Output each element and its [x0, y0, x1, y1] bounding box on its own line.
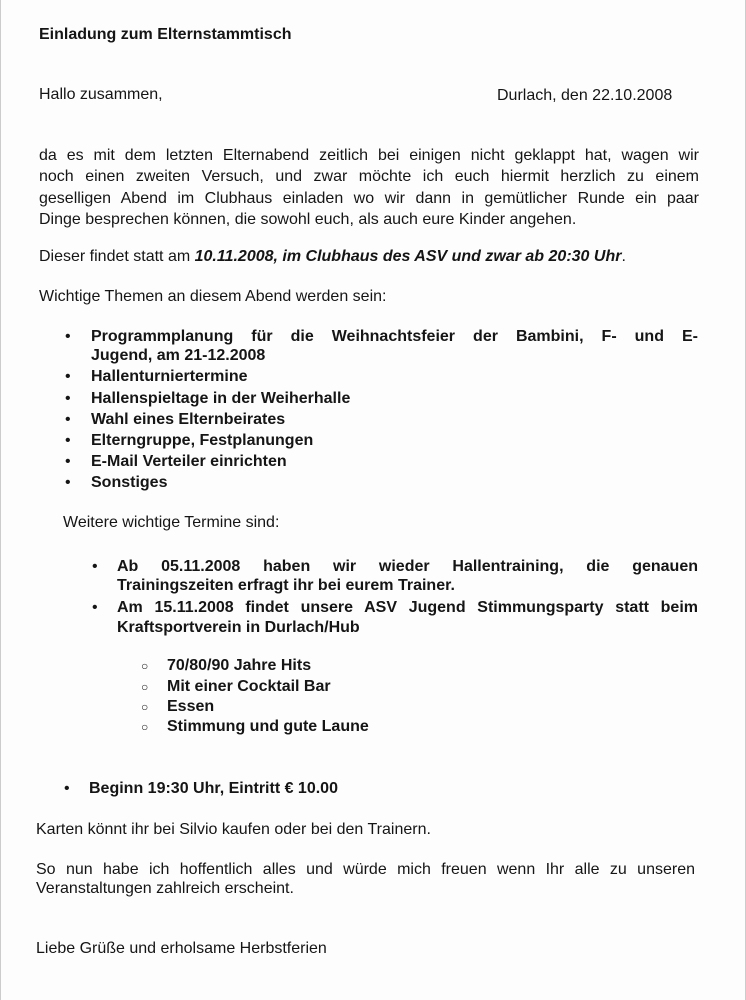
circle-bullet-icon: ○ [141, 659, 149, 673]
bullet-icon: • [65, 328, 71, 345]
intro-line: Dinge besprechen können, die sowohl euch, als auch eure Kinder angehen. [39, 211, 577, 228]
closing-line: So nun habe ich hoffentlich alles und würde mich freuen wenn Ihr alle zu unseren [36, 861, 695, 878]
circle-bullet-icon: ○ [141, 700, 149, 714]
greeting: Hallo zusammen, [39, 86, 163, 103]
date-line: Am 15.11.2008 findet unsere ASV Jugend Stimmungsparty statt beim [117, 599, 698, 616]
date-line: Ab 05.11.2008 haben wir wieder Hallentraining, die genauen [117, 558, 698, 575]
closing-line: Veranstaltungen zahlreich erscheint. [36, 880, 294, 897]
bullet-icon: • [92, 599, 98, 616]
start-info: Beginn 19:30 Uhr, Eintritt € 10.00 [89, 780, 338, 797]
circle-bullet-icon: ○ [141, 680, 149, 694]
topic-item: Hallenturniertermine [91, 368, 248, 385]
date-line: Trainingszeiten erfragt ihr bei eurem Trainer. [117, 577, 455, 594]
bullet-icon: • [64, 780, 70, 797]
intro-line: geselligen Abend im Clubhaus einladen wo wir dann in gemütlicher Runde ein paar [39, 190, 699, 207]
topic-item: Jugend, am 21-12.2008 [91, 347, 266, 364]
party-item: Essen [167, 698, 215, 715]
circle-bullet-icon: ○ [141, 720, 149, 734]
topic-item: Programmplanung für die Weihnachtsfeier der Bambini, F- und E- [91, 328, 698, 345]
bullet-icon: • [65, 432, 71, 449]
party-item: Stimmung und gute Laune [167, 718, 369, 735]
party-item: Mit einer Cocktail Bar [167, 678, 331, 695]
bullet-icon: • [65, 368, 71, 385]
event-prefix: Dieser findet statt am [39, 248, 195, 265]
party-item: 70/80/90 Jahre Hits [167, 657, 312, 674]
topic-item: Sonstiges [91, 474, 168, 491]
letter-title: Einladung zum Elternstammtisch [39, 26, 292, 43]
bullet-icon: • [65, 474, 71, 491]
signoff: Liebe Grüße und erholsame Herbstferien [36, 940, 327, 957]
dates-intro: Weitere wichtige Termine sind: [63, 514, 280, 531]
intro-line: noch einen zweiten Versuch, und zwar möchte ich euch hiermit herzlich zu einem [39, 168, 699, 185]
intro-line: da es mit dem letzten Elternabend zeitlich bei einigen nicht geklappt hat, wagen wir [39, 147, 699, 164]
topic-item: E-Mail Verteiler einrichten [91, 453, 287, 470]
tickets-info: Karten könnt ihr bei Silvio kaufen oder bei den Trainern. [36, 821, 431, 838]
event-line [39, 247, 626, 267]
topics-intro: Wichtige Themen an diesem Abend werden sein: [39, 288, 387, 305]
place-date: Durlach, den 22.10.2008 [497, 87, 673, 104]
topic-item: Hallenspieltage in der Weiherhalle [91, 390, 351, 407]
bullet-icon: • [65, 411, 71, 428]
bullet-icon: • [65, 390, 71, 407]
topic-item: Elterngruppe, Festplanungen [91, 432, 314, 449]
event-details: 10.11.2008, im Clubhaus des ASV und zwar ab 20:30 Uhr [194, 248, 622, 265]
date-line: Kraftsportverein in Durlach/Hub [117, 619, 360, 636]
event-suffix: . [621, 248, 626, 265]
bullet-icon: • [92, 558, 98, 575]
bullet-icon: • [65, 453, 71, 470]
topic-item: Wahl eines Elternbeirates [91, 411, 286, 428]
